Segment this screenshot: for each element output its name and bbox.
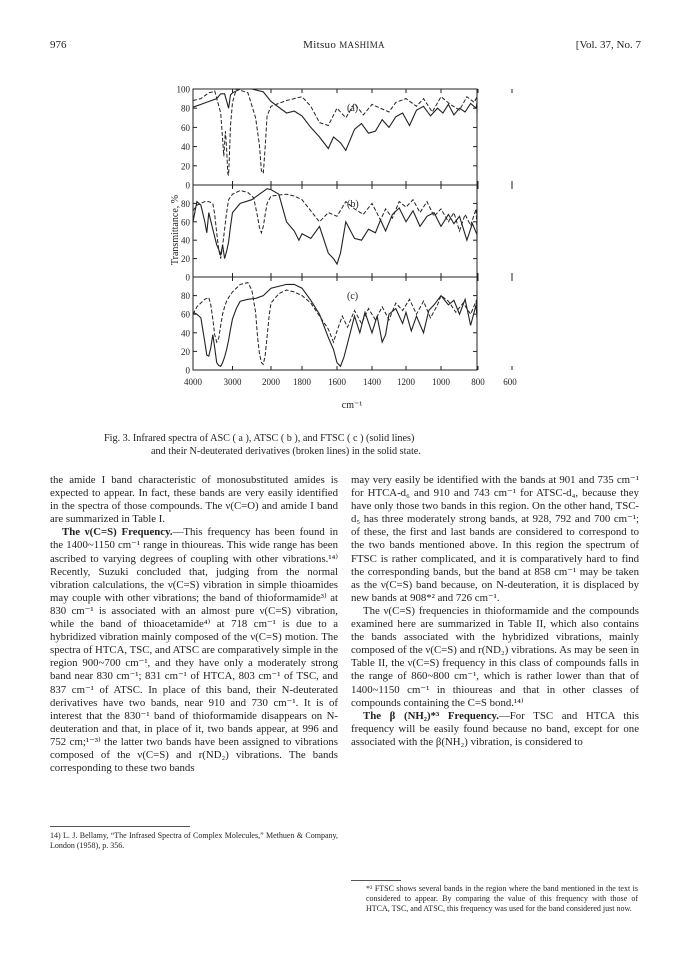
x-tick-label: 1000 [432, 377, 450, 387]
y-tick-label: 60 [181, 217, 190, 228]
y-tick-label: 60 [181, 122, 190, 133]
paragraph-text: —For TSC and HTCA this frequency will be easily found because no band, except for one associated with the β(NH₂) vibration, is considered to [351, 709, 639, 748]
footnote-14: 14) L. J. Bellamy, “The Infrased Spectra of Complex Molecules,” Methuen & Company, London (1958), p. 356. [50, 831, 338, 850]
figure-caption [104, 432, 624, 458]
y-tick-label: 40 [181, 235, 190, 246]
caption-line-2: and their N-deuterated derivatives (broken lines) in the solid state. [151, 446, 421, 457]
y-tick-label: 0 [185, 365, 190, 376]
spectrum-deuterated [193, 191, 477, 259]
spectrum-original [193, 189, 477, 264]
y-tick-label: 60 [181, 309, 190, 320]
y-tick-label: 80 [181, 103, 190, 114]
y-tick-label: 20 [181, 346, 190, 357]
y-tick-label: 80 [181, 198, 190, 209]
paragraph-text: —This frequency has been found in the 1400~1150 cm⁻¹ range in thioureas. This wide range has been ascribed to varying degrees of coupling with other vibrations.¹⁴⁾ Recently, Suzuki concluded that, judging from the normal vibration calculations, the ν(C=S) vibration in simple thioamides may couple with other vibrations; the band of thioformamide³⁾ at 830 cm⁻¹ is associated with an almost pure ν(C=S) vibration, while the band of thioacetamide⁴⁾ at 718 cm⁻¹ is due to a hybridized vibration mainly composed of the ν(C=S) motion. The spectra of HTCA, TSC, and ATSC are comparatively simple in the region 900~700 cm⁻¹, and they have only a moderately strong band near 830 cm⁻¹; 831 cm⁻¹ of HTCA, 803 cm⁻¹ of TSC, and 837 cm⁻¹ of ATSC. In place of this band, their N-deuterated derivatives have two bands, near 910 and 730 cm⁻¹. It is of interest that the 830⁻¹ band of thioformamide disappears on N-deuteration and that, in place of it, two bands appear, at 996 and 752 cm;¹⁻³⁾ the latter two bands have been assigned to vibrations composed of the ν(C=S) and r(ND₂) vibrations. The bands corresponding to these two bands [50, 526, 338, 775]
x-tick-label: 4000 [184, 377, 202, 387]
y-tick-label: 20 [181, 161, 190, 172]
footnote-rule [50, 826, 190, 827]
page-number: 976 [50, 39, 67, 51]
x-tick-label: 800 [471, 377, 485, 387]
y-tick-label: 40 [181, 142, 190, 153]
footnote-rule [351, 880, 401, 881]
y-tick-label: 40 [181, 328, 190, 339]
y-tick-label: 20 [181, 254, 190, 265]
volume-info: [Vol. 37, No. 7 [575, 39, 641, 51]
panel-label: (b) [347, 199, 359, 210]
x-tick-label: 3000 [223, 377, 242, 387]
panel-label: (a) [347, 103, 359, 114]
paragraph: The ν(C=S) frequencies in thioformamide and the compounds examined here are summarized in Table II, which also contains the bands associated with the hybridized vibrations, mainly composed of the ν(C=S) and r(ND₂) vibrations. As may be seen in Table II, the ν(C=S) frequency in this class of compounds falls in the range of 860~800 cm⁻¹, which is rather lower than that of 1400~1150 cm⁻¹ in thioureas and that in other classes of compounds containing the C=S bond.¹⁴⁾ [351, 604, 639, 709]
x-tick-label: 1200 [397, 377, 415, 387]
paragraph: may very easily be identified with the bands at 901 and 735 cm⁻¹ for HTCA-d₆ and 910 and 743 cm⁻¹ for ATSC-d₄, because they have only those two bands in this region. On the other hand, TSC-d₅ has three moderately strong bands, at 928, 792 and 700 cm⁻¹; of these, the first and last bands are considered to correspond to the two bands mentioned above. In this region the spectrum of FTSC is rather complicated, and it is comparatively hard to find the corresponding bands, but the band at 858 cm⁻¹ may be taken as the ν(C=S) band because, on N-deuteration, it is displaced by new bands at 908*² and 726 cm⁻¹. [351, 474, 639, 604]
y-axis-label: Transmittance, % [170, 194, 181, 266]
spectrum-deuterated [193, 283, 477, 365]
author-last: MASHIMA [339, 40, 385, 50]
panel-label: (c) [347, 291, 359, 302]
x-tick-label: 1800 [293, 377, 311, 387]
author-first: Mitsuo [303, 39, 337, 51]
caption-line-1: Fig. 3. Infrared spectra of ASC ( a ), ATSC ( b ), and FTSC ( c ) (solid lines) [104, 433, 415, 444]
x-tick-label: 600 [503, 377, 517, 387]
x-tick-label: 1600 [328, 377, 346, 387]
y-tick-label: 0 [185, 180, 190, 191]
x-tick-label: 1400 [363, 377, 381, 387]
right-column [351, 474, 639, 749]
y-tick-label: 0 [185, 272, 190, 283]
section-heading: The β (NH₂)*³ Frequency. [363, 709, 499, 722]
x-axis-label: cm⁻¹ [341, 400, 363, 411]
plot-frame [193, 89, 477, 370]
footnote-star2: *² FTSC shows several bands in the region where the band mentioned in the text is considered to appear. By comparing the value of this frequency with those of HTCA, TSC, and ATSC, this frequency was used for the band considered just now. [366, 884, 638, 913]
paragraph [50, 526, 338, 775]
y-tick-label: 100 [176, 84, 190, 95]
y-tick-label: 80 [181, 291, 190, 302]
paragraph: the amide I band characteristic of monosubstituted amides is expected to appear. In fact, these bands are very easily identified in the spectra of those compounds. The ν(C=O) and amide I band are summarized in Table I. [50, 474, 338, 526]
spectrum-original [193, 89, 477, 150]
x-tick-label: 2000 [262, 377, 280, 387]
spectrum-original [193, 284, 477, 366]
left-column [50, 474, 338, 775]
section-heading: The ν(C=S) Frequency. [62, 526, 173, 539]
spectrum-deuterated [193, 89, 477, 175]
ir-spectra-figure [0, 0, 688, 425]
paragraph [351, 710, 639, 749]
